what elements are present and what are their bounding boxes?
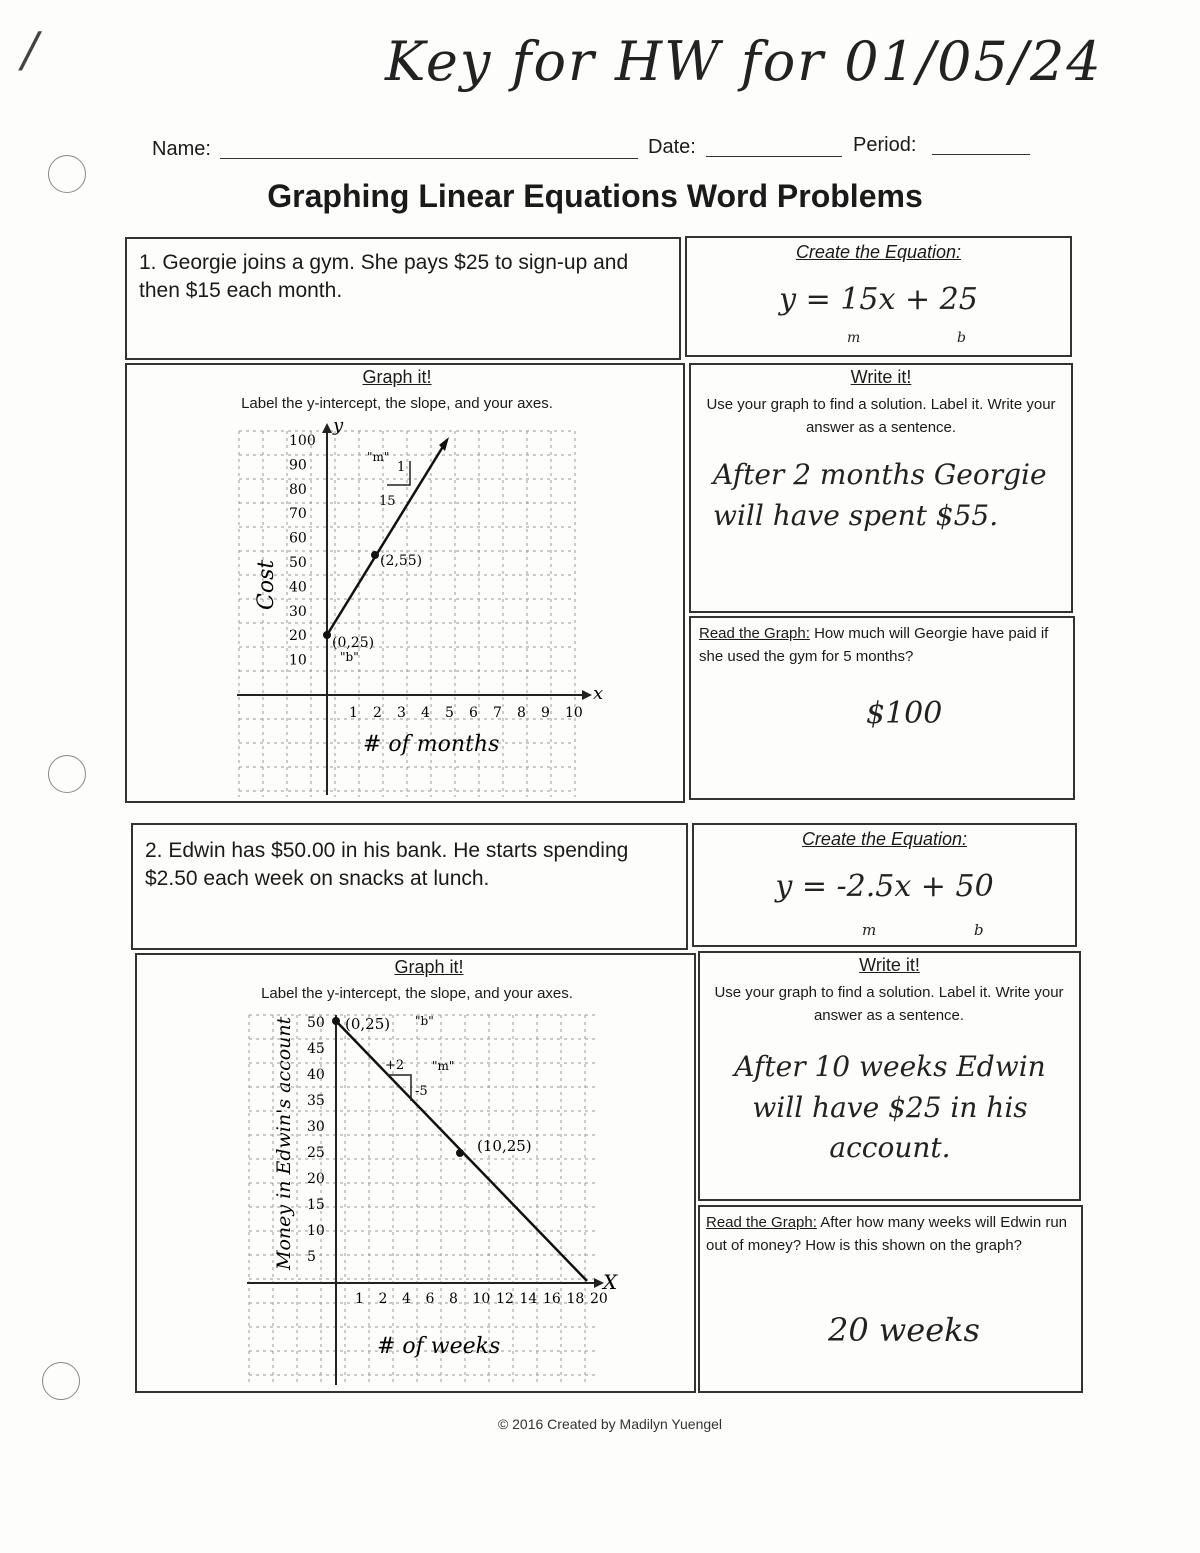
problem2-write-box <box>698 951 1081 1201</box>
problem2-y-tick-label: 20 <box>307 1171 325 1187</box>
problem1-equation-box <box>685 236 1072 357</box>
problem1-y-tick-label: 40 <box>289 579 307 596</box>
problem2-b-label: b <box>974 921 984 939</box>
problem2-statement: 2. Edwin has $50.00 in his bank. He starts spending $2.50 each week on snacks at lunch. <box>145 839 629 891</box>
problem2-b-annotation: "b" <box>415 1014 434 1028</box>
problem2-equation-box <box>692 823 1077 947</box>
problem1-x-tick-label: 1 <box>349 705 358 721</box>
problem2-equation: y = -2.5x + 50 <box>775 869 994 904</box>
problem2-write-heading: Write it! <box>859 955 920 975</box>
problem2-y-tick-label: 35 <box>307 1093 325 1109</box>
problem1-y-tick-label: 10 <box>289 652 307 669</box>
problem1-x-letter: x <box>593 683 604 704</box>
problem2-y-axis-label: Money in Edwin's account <box>273 1016 295 1270</box>
problem2-read-text <box>706 1211 1074 1258</box>
problem1-x-tick-label: 4 <box>421 705 430 721</box>
handwritten-title: Key for HW for 01/05/24 <box>385 30 1103 93</box>
problem1-x-tick-label: 10 <box>565 705 583 721</box>
problem1-y-letter: y <box>333 415 344 436</box>
problem2-write-answer: After 10 weeks Edwin will have $25 in his account. <box>734 1050 1046 1165</box>
problem2-y-tick-label: 50 <box>307 1015 325 1031</box>
problem2-x-tick-label: 4 <box>402 1291 411 1307</box>
problem1-graph <box>127 365 683 801</box>
problem2-graph-heading: Graph it! <box>394 957 464 977</box>
problem1-x-tick-label: 8 <box>517 705 526 721</box>
binder-hole-middle <box>48 755 86 793</box>
problem2-y-tick-label: 30 <box>307 1119 325 1135</box>
period-line[interactable] <box>932 154 1030 155</box>
problem1-x-axis-label: # of months <box>363 732 500 757</box>
problem1-read-box <box>689 616 1075 800</box>
problem1-read-question: How much will Georgie have paid if she used the gym for 5 months? <box>699 625 1049 666</box>
problem2-x-letter: X <box>603 1270 618 1294</box>
problem2-x-tick-label: 12 <box>496 1291 514 1307</box>
date-line[interactable] <box>706 156 842 157</box>
problem1-write-answer: After 2 months Georgie will have spent $55. <box>713 458 1047 532</box>
name-label: Name: <box>152 138 211 160</box>
problem2-m-annotation: "m" <box>432 1059 455 1073</box>
problem1-point-0-25 <box>323 631 331 639</box>
problem2-y-tick-label: 40 <box>307 1067 325 1083</box>
problem2-point-label-10-25: (10,25) <box>477 1137 532 1155</box>
problem2-x-tick-label: 16 <box>543 1291 561 1307</box>
problem1-write-box <box>689 363 1073 613</box>
problem1-statement: 1. Georgie joins a gym. She pays $25 to sign-up and then $15 each month. <box>139 251 629 303</box>
name-line[interactable] <box>220 158 638 159</box>
problem2-slope-run: +2 <box>385 1058 405 1073</box>
problem2-m-label: m <box>862 921 877 939</box>
problem1-y-tick-label: 50 <box>289 555 307 571</box>
binder-hole-top <box>48 155 86 193</box>
problem1-m-annotation: "m" <box>367 450 390 464</box>
problem2-read-question: After how many weeks will Edwin run out of money? How is this shown on the graph? <box>706 1214 1068 1255</box>
problem1-point-label-2-55: (2,55) <box>380 553 423 569</box>
problem2-create-heading: Create the Equation: <box>801 829 968 849</box>
problem1-graph-box <box>125 363 685 803</box>
problem2-y-tick-label: 15 <box>307 1197 325 1213</box>
problem1-y-tick-label: 70 <box>289 506 307 523</box>
problem1-y-tick-label: 90 <box>289 457 307 474</box>
problem2-statement-box <box>131 823 688 950</box>
problem2-read-heading: Read the Graph: <box>706 1214 817 1231</box>
problem1-point-label-0-25: (0,25) <box>332 635 375 651</box>
problem1-y-tick-label: 100 <box>289 433 316 449</box>
problem1-x-tick-label: 5 <box>445 705 454 721</box>
problem1-x-tick-label: 3 <box>397 705 406 721</box>
problem2-write-instruction: Use your graph to find a solution. Label it. Write your answer as a sentence. <box>714 984 1064 1025</box>
problem1-y-tick-label: 60 <box>289 530 307 547</box>
problem1-statement-box <box>125 237 681 360</box>
worksheet-title: Graphing Linear Equations Word Problems <box>267 178 923 214</box>
problem1-read-answer: $100 <box>866 696 943 731</box>
problem1-y-axis-label: Cost <box>254 559 279 610</box>
problem2-y-tick-label: 5 <box>307 1249 316 1265</box>
problem1-read-heading: Read the Graph: <box>699 625 810 642</box>
problem2-read-box <box>698 1205 1083 1393</box>
problem1-equation: y = 15x + 25 <box>779 282 978 317</box>
problem1-graph-heading: Graph it! <box>362 367 432 387</box>
problem2-x-tick-label: 18 <box>566 1291 585 1307</box>
footer-credit: © 2016 Created by Madilyn Yuengel <box>497 1416 723 1432</box>
problem1-slope-run: 1 <box>397 460 406 475</box>
problem2-point-10-25 <box>456 1149 464 1157</box>
problem2-read-answer: 20 weeks <box>828 1311 980 1349</box>
problem2-graph-instruction: Label the y-intercept, the slope, and your axes. <box>261 985 573 1002</box>
problem1-read-text <box>699 622 1065 669</box>
problem1-create-heading: Create the Equation: <box>795 242 962 262</box>
problem1-y-tick-label: 30 <box>289 603 307 620</box>
problem1-write-heading: Write it! <box>850 367 912 387</box>
period-label: Period: <box>853 134 917 156</box>
check-mark: / <box>22 22 39 78</box>
problem2-x-tick-label: 2 <box>378 1291 388 1307</box>
problem1-x-tick-label: 6 <box>469 705 478 721</box>
date-label: Date: <box>648 136 696 158</box>
problem1-b-annotation: "b" <box>340 650 359 664</box>
problem1-x-tick-label: 2 <box>373 705 382 721</box>
problem1-cost-line <box>327 440 447 635</box>
problem1-y-tick-label: 80 <box>289 481 307 498</box>
problem1-point-2-55 <box>371 551 379 559</box>
problem2-point-0-50 <box>332 1017 340 1025</box>
problem2-x-tick-label: 20 <box>590 1291 608 1307</box>
problem1-b-label: b <box>957 330 966 346</box>
problem2-x-tick-label: 14 <box>519 1291 538 1307</box>
problem1-m-label: m <box>847 330 861 346</box>
problem1-y-tick-label: 20 <box>289 628 307 645</box>
problem1-write-instruction: Use your graph to find a solution. Label it. Write your answer as a sentence. <box>706 396 1056 437</box>
problem1-graph-instruction: Label the y-intercept, the slope, and your axes. <box>241 395 553 412</box>
problem1-slope-rise: 15 <box>379 494 396 509</box>
problem2-x-tick-label: 10 <box>472 1291 491 1307</box>
problem1-x-tick-label: 7 <box>493 705 502 721</box>
binder-hole-bottom <box>42 1362 80 1400</box>
problem2-y-tick-label: 10 <box>307 1223 325 1239</box>
problem2-x-tick-label: 1 <box>355 1291 364 1307</box>
problem1-x-tick-label: 9 <box>541 705 550 721</box>
problem2-graph <box>137 955 694 1391</box>
problem2-x-axis-label: # of weeks <box>377 1334 501 1359</box>
problem2-x-tick-label: 8 <box>449 1291 458 1307</box>
problem2-y-tick-label: 25 <box>307 1145 325 1161</box>
problem2-point-label-0-50: (0,25) <box>345 1015 391 1033</box>
problem2-y-tick-label: 45 <box>307 1041 325 1057</box>
problem2-slope-rise: -5 <box>415 1084 428 1099</box>
problem2-x-tick-label: 6 <box>425 1291 435 1307</box>
problem2-graph-box <box>135 953 696 1393</box>
